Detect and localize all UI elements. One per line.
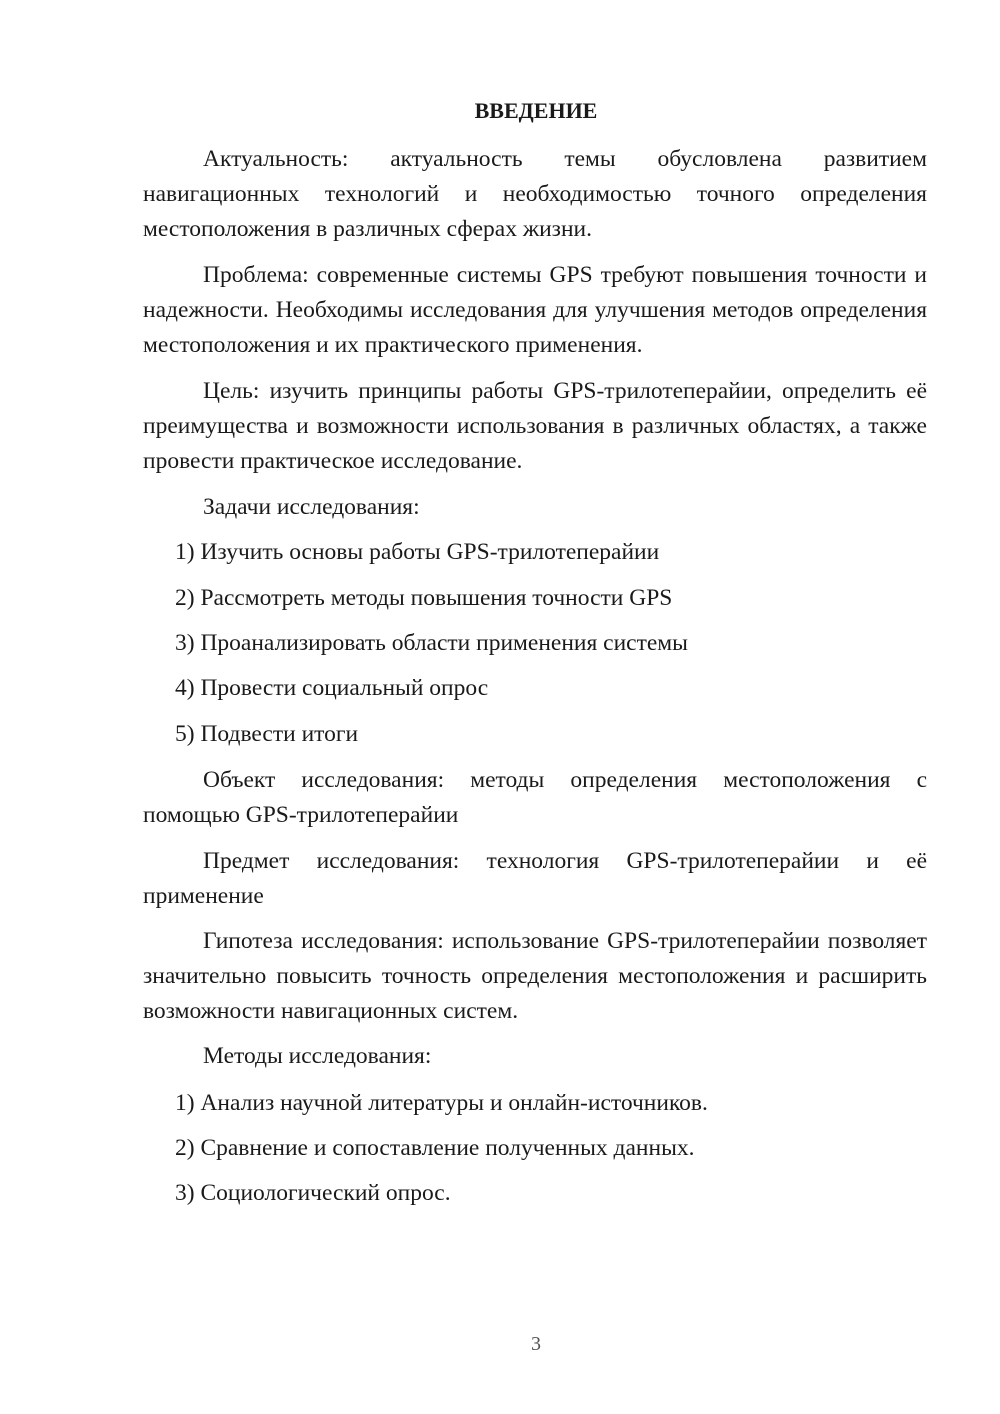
object-paragraph: Объект исследования: методы определения местоположения с помощью GPS-трилотеперайии bbox=[143, 767, 927, 828]
page-number: 3 bbox=[531, 1333, 541, 1355]
goal-paragraph: Цель: изучить принципы работы GPS-трилотеперайии, определить её преимущества и возможности использования в различных областях, а также провести практическое исследование. bbox=[143, 378, 927, 474]
page-title: ВВЕДЕНИЕ bbox=[474, 98, 598, 123]
problem-paragraph: Проблема: современные системы GPS требуют повышения точности и надежности. Необходимы исследования для улучшения методов определения местоположения и их практического применения. bbox=[143, 262, 927, 358]
relevance-paragraph: Актуальность: актуальность темы обусловлена развитием навигационных технологий и необходимостью точного определения местоположения в различных сферах жизни. bbox=[143, 146, 927, 242]
method-item: 1) Анализ научной литературы и онлайн-источников. bbox=[175, 1090, 708, 1116]
task-item: 3) Проанализировать области применения системы bbox=[175, 630, 688, 656]
task-item: 1) Изучить основы работы GPS-трилотеперайии bbox=[175, 539, 660, 565]
subject-paragraph: Предмет исследования: технология GPS-трилотеперайии и её применение bbox=[143, 848, 927, 909]
methods-heading: Методы исследования: bbox=[203, 1043, 432, 1069]
hypothesis-paragraph: Гипотеза исследования: использование GPS-трилотеперайии позволяет значительно повысить точность определения местоположения и расширить возможности навигационных систем. bbox=[143, 928, 927, 1024]
method-item: 2) Сравнение и сопоставление полученных данных. bbox=[175, 1135, 695, 1161]
task-item: 4) Провести социальный опрос bbox=[175, 675, 489, 701]
method-item: 3) Социологический опрос. bbox=[175, 1180, 451, 1206]
task-item: 5) Подвести итоги bbox=[175, 721, 359, 747]
tasks-heading: Задачи исследования: bbox=[203, 494, 420, 520]
task-item: 2) Рассмотреть методы повышения точности GPS bbox=[175, 585, 673, 611]
